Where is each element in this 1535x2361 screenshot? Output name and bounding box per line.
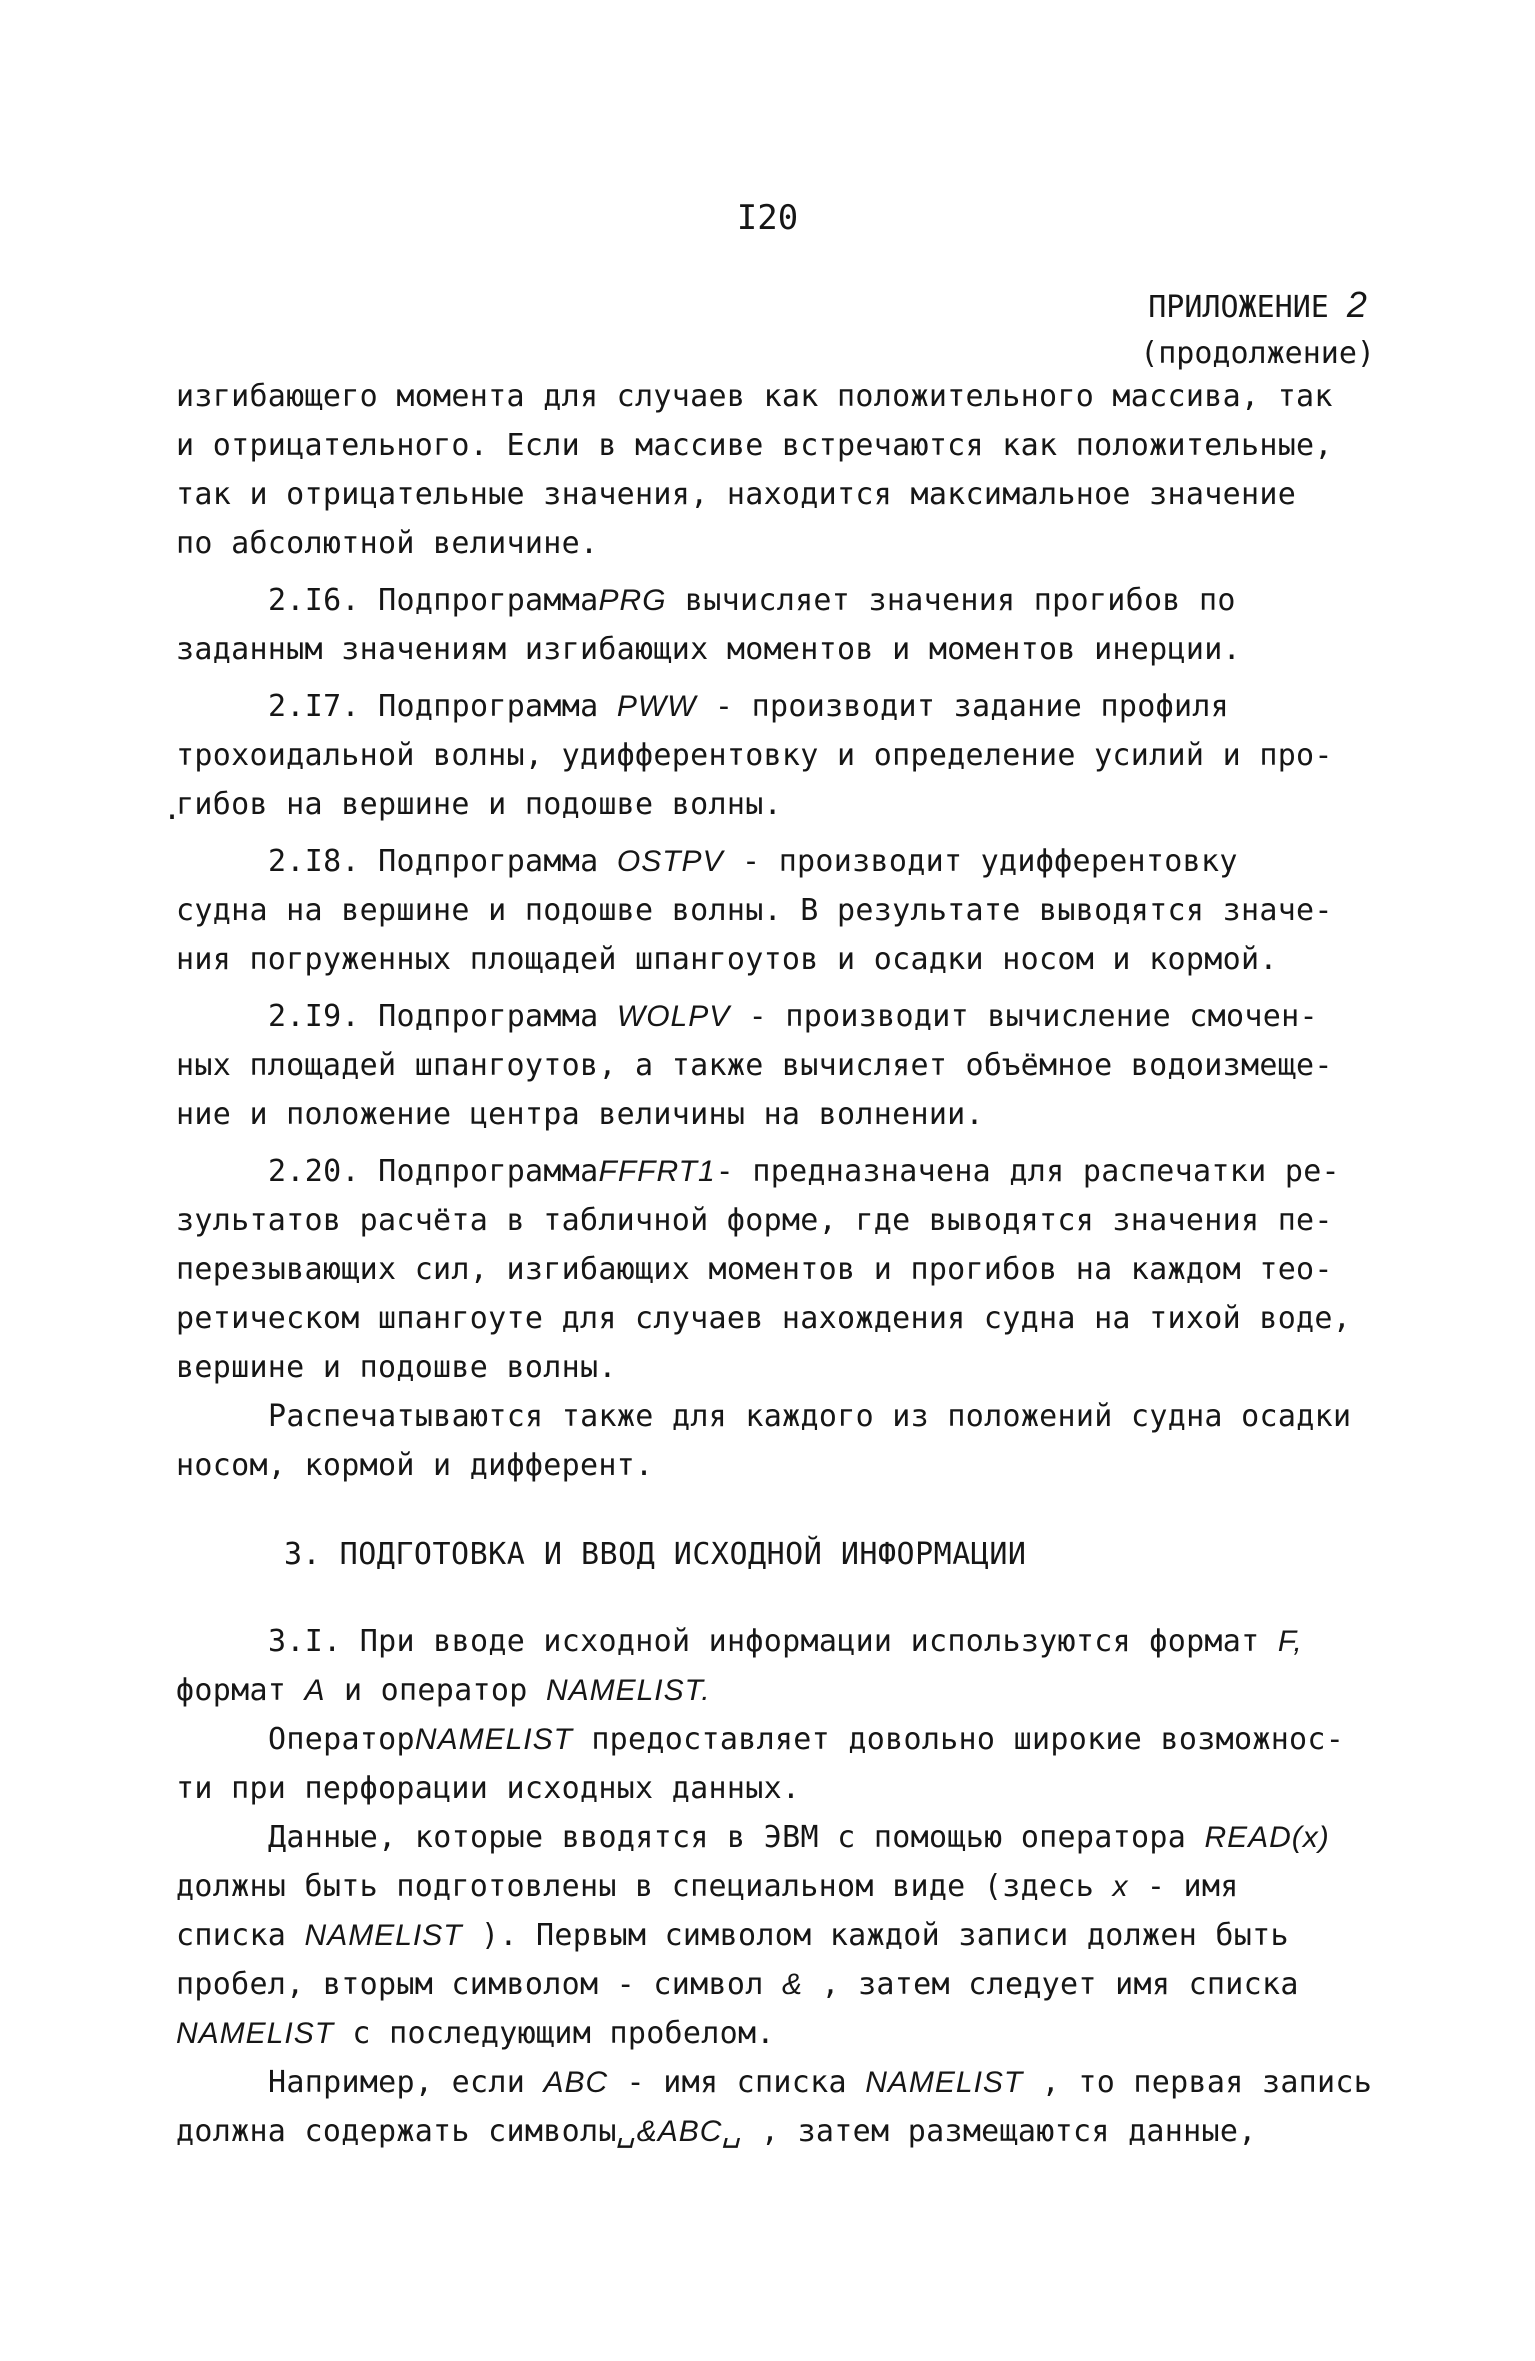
text-line: [176, 1911, 1380, 1960]
text-span: 3.I. При вводе исходной информации используются формат: [268, 1624, 1260, 1659]
text-line: [176, 682, 1380, 731]
text-line: [176, 1666, 1380, 1715]
text-line: [176, 2107, 1380, 2156]
appendix-continued: (продолжение): [1140, 336, 1375, 371]
list-name: ABC: [543, 2066, 609, 2099]
text-line: [176, 1813, 1380, 1862]
operator-name: NAMELIST: [865, 2066, 1024, 2099]
text-span: - производит вычисление смочен-: [748, 999, 1318, 1034]
text-line: заданным значениям изгибающих моментов и моментов инерции.: [176, 632, 1241, 667]
format-name: A: [304, 1674, 326, 1707]
paragraph-2-20: [176, 1147, 1380, 1392]
document-body: [176, 372, 1380, 2156]
margin-dot: .: [163, 792, 182, 827]
operator-name: NAMELIST: [304, 1919, 463, 1952]
text-line: [176, 1960, 1380, 2009]
appendix-label: ПРИЛОЖЕНИЕ: [1148, 290, 1329, 325]
text-line: зультатов расчёта в табличной форме, где выводятся значения пе-: [176, 1203, 1333, 1238]
text-line: перезывающих сил, изгибающих моментов и прогибов на каждом тео-: [176, 1252, 1333, 1287]
operator-name: NAMELIST.: [545, 1674, 711, 1707]
text-span: списка: [176, 1918, 287, 1953]
text-span: Оператор: [268, 1722, 415, 1757]
appendix-number: 2: [1346, 284, 1367, 325]
text-span: должны быть подготовлены в специальном виде (здесь: [176, 1869, 1095, 1904]
text-span: , затем размещаются данные,: [760, 2114, 1257, 2149]
text-line: ния погруженных площадей шпангоутов и осадки носом и кормой.: [176, 942, 1278, 977]
subroutine-name: FFFRT1: [598, 1155, 716, 1188]
text-line: [176, 1862, 1380, 1911]
text-line: Распечатываются также для каждого из положений судна осадки: [268, 1399, 1352, 1434]
text-span: Данные, которые вводятся в ЭВМ с помощью оператора: [268, 1820, 1187, 1855]
operator-name: READ(x): [1204, 1821, 1330, 1854]
text-span: ). Первым символом каждой записи должен быть: [480, 1918, 1289, 1953]
paragraph-2-16: [176, 576, 1380, 674]
text-line: [176, 2058, 1380, 2107]
text-line: так и отрицательные значения, находится максимальное значение: [176, 477, 1297, 512]
text-span: 2.I6. Подпрограмма: [268, 583, 599, 618]
variable-name: x: [1112, 1870, 1129, 1903]
paragraph-2-17: [176, 682, 1380, 829]
subroutine-name: WOLPV: [616, 1000, 731, 1033]
text-line: [176, 2009, 1380, 2058]
paragraph-example: [176, 2058, 1380, 2156]
paragraph-operator: [176, 1715, 1380, 1813]
text-span: - имя: [1146, 1869, 1239, 1904]
text-span: - предназначена для распечатки ре-: [715, 1154, 1340, 1189]
paragraph-2-19: [176, 992, 1380, 1139]
text-line: [176, 992, 1380, 1041]
text-span: 2.I8. Подпрограмма: [268, 844, 599, 879]
symbol-sequence: ␣&ABC␣: [616, 2115, 743, 2148]
page-number: I20: [736, 198, 799, 238]
text-line: [176, 576, 1380, 625]
text-line: трохоидальной волны, удифферентовку и определение усилий и про-: [176, 738, 1333, 773]
paragraph-3-1: [176, 1617, 1380, 1715]
text-span: - производит задание профиля: [714, 689, 1230, 724]
text-span: - имя списка: [626, 2065, 847, 2100]
text-span: Например, если: [268, 2065, 526, 2100]
text-line: носом, кормой и дифферент.: [176, 1448, 654, 1483]
text-span: предоставляет довольно широкие возможнос-: [591, 1722, 1345, 1757]
appendix-title: [1140, 282, 1375, 331]
text-line: ретическом шпангоуте для случаев нахождения судна на тихой воде,: [176, 1301, 1352, 1336]
text-span: вычисляет значения прогибов по: [684, 583, 1236, 618]
subroutine-name: PRG: [598, 584, 667, 617]
text-line: ти при перфорации исходных данных.: [176, 1771, 801, 1806]
text-line: [176, 837, 1380, 886]
text-span: формат: [176, 1673, 287, 1708]
paragraph-print: [176, 1392, 1380, 1490]
text-span: , то первая запись: [1041, 2065, 1373, 2100]
subroutine-name: PWW: [616, 690, 697, 723]
text-span: пробел, вторым символом - символ: [176, 1967, 764, 2002]
section-heading: 3. ПОДГОТОВКА И ВВОД ИСХОДНОЙ ИНФОРМАЦИИ: [284, 1537, 1027, 1572]
text-line: изгибающего момента для случаев как положительного массива, так: [176, 379, 1333, 414]
text-line: [176, 1715, 1380, 1764]
format-name: F,: [1277, 1625, 1303, 1658]
text-line: [176, 1617, 1380, 1666]
text-span: , затем следует имя списка: [821, 1967, 1299, 2002]
text-line: и отрицательного. Если в массиве встречаются как положительные,: [176, 428, 1333, 463]
paragraph-2-18: [176, 837, 1380, 984]
text-line: ных площадей шпангоутов, а также вычисляет объёмное водоизмеще-: [176, 1048, 1333, 1083]
operator-name: NAMELIST: [414, 1723, 573, 1756]
text-span: и оператор: [343, 1673, 528, 1708]
text-line: [176, 1147, 1380, 1196]
text-span: с последующим пробелом.: [352, 2016, 775, 2051]
text-line: по абсолютной величине.: [176, 526, 599, 561]
text-line: гибов на вершине и подошве волны.: [176, 787, 782, 822]
text-span: должна содержать символы: [176, 2114, 617, 2149]
text-line: судна на вершине и подошве волны. В результате выводятся значе-: [176, 893, 1333, 928]
text-span: 2.I9. Подпрограмма: [268, 999, 599, 1034]
symbol: &: [781, 1968, 803, 2001]
appendix-header: [1140, 282, 1375, 377]
text-span: 2.I7. Подпрограмма: [268, 689, 599, 724]
text-line: вершине и подошве волны.: [176, 1350, 617, 1385]
paragraph-data: [176, 1813, 1380, 2058]
text-line: ние и положение центра величины на волнении.: [176, 1097, 984, 1132]
paragraph-intro: [176, 372, 1380, 568]
text-span: - производит удифферентовку: [741, 844, 1238, 879]
subroutine-name: OSTPV: [616, 845, 724, 878]
text-span: 2.20. Подпрограмма: [268, 1154, 599, 1189]
operator-name: NAMELIST: [176, 2017, 335, 2050]
